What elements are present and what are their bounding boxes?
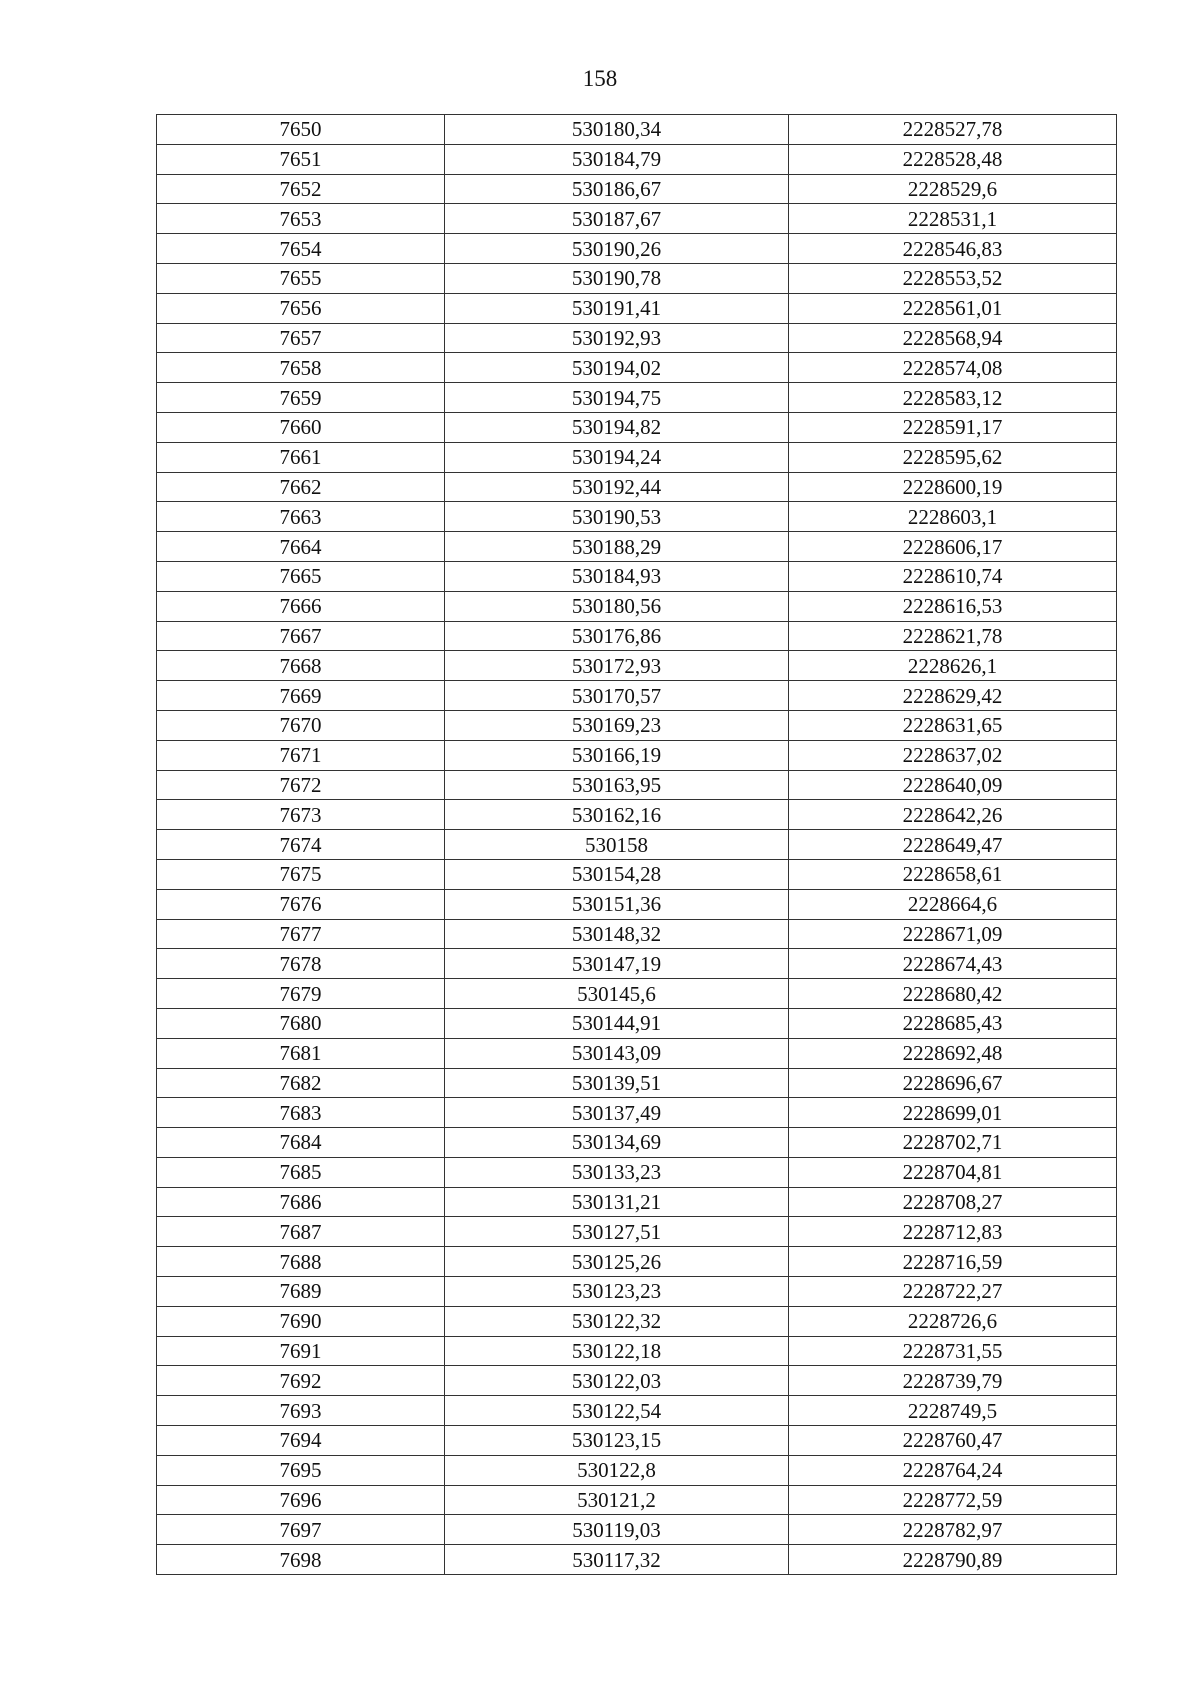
y-coordinate-cell: 2228739,79 bbox=[789, 1366, 1117, 1396]
table-row bbox=[157, 591, 1117, 621]
x-coordinate-cell: 530194,24 bbox=[445, 442, 789, 472]
x-coordinate-cell: 530123,23 bbox=[445, 1277, 789, 1307]
table-row bbox=[157, 979, 1117, 1009]
x-coordinate-cell: 530190,78 bbox=[445, 263, 789, 293]
x-coordinate-cell: 530172,93 bbox=[445, 651, 789, 681]
y-coordinate-cell: 2228782,97 bbox=[789, 1515, 1117, 1545]
coordinates-table bbox=[156, 114, 1117, 1575]
table-row bbox=[157, 293, 1117, 323]
x-coordinate-cell: 530125,26 bbox=[445, 1247, 789, 1277]
y-coordinate-cell: 2228708,27 bbox=[789, 1187, 1117, 1217]
point-number-cell: 7698 bbox=[157, 1545, 445, 1575]
x-coordinate-cell: 530154,28 bbox=[445, 859, 789, 889]
table-row bbox=[157, 383, 1117, 413]
x-coordinate-cell: 530190,26 bbox=[445, 234, 789, 264]
table-row bbox=[157, 859, 1117, 889]
x-coordinate-cell: 530191,41 bbox=[445, 293, 789, 323]
point-number-cell: 7681 bbox=[157, 1038, 445, 1068]
table-row bbox=[157, 323, 1117, 353]
x-coordinate-cell: 530148,32 bbox=[445, 919, 789, 949]
point-number-cell: 7692 bbox=[157, 1366, 445, 1396]
table-row bbox=[157, 1306, 1117, 1336]
x-coordinate-cell: 530192,44 bbox=[445, 472, 789, 502]
x-coordinate-cell: 530169,23 bbox=[445, 710, 789, 740]
y-coordinate-cell: 2228591,17 bbox=[789, 412, 1117, 442]
coordinates-table-body bbox=[157, 115, 1117, 1575]
point-number-cell: 7662 bbox=[157, 472, 445, 502]
y-coordinate-cell: 2228568,94 bbox=[789, 323, 1117, 353]
y-coordinate-cell: 2228528,48 bbox=[789, 144, 1117, 174]
table-row bbox=[157, 1277, 1117, 1307]
table-row bbox=[157, 1187, 1117, 1217]
point-number-cell: 7652 bbox=[157, 174, 445, 204]
x-coordinate-cell: 530188,29 bbox=[445, 532, 789, 562]
x-coordinate-cell: 530139,51 bbox=[445, 1068, 789, 1098]
x-coordinate-cell: 530122,54 bbox=[445, 1396, 789, 1426]
y-coordinate-cell: 2228680,42 bbox=[789, 979, 1117, 1009]
y-coordinate-cell: 2228610,74 bbox=[789, 561, 1117, 591]
y-coordinate-cell: 2228696,67 bbox=[789, 1068, 1117, 1098]
table-row bbox=[157, 1098, 1117, 1128]
table-row bbox=[157, 1008, 1117, 1038]
x-coordinate-cell: 530163,95 bbox=[445, 770, 789, 800]
y-coordinate-cell: 2228574,08 bbox=[789, 353, 1117, 383]
x-coordinate-cell: 530122,32 bbox=[445, 1306, 789, 1336]
table-row bbox=[157, 710, 1117, 740]
point-number-cell: 7683 bbox=[157, 1098, 445, 1128]
x-coordinate-cell: 530194,02 bbox=[445, 353, 789, 383]
point-number-cell: 7658 bbox=[157, 353, 445, 383]
x-coordinate-cell: 530186,67 bbox=[445, 174, 789, 204]
y-coordinate-cell: 2228760,47 bbox=[789, 1426, 1117, 1456]
x-coordinate-cell: 530131,21 bbox=[445, 1187, 789, 1217]
table-row bbox=[157, 204, 1117, 234]
y-coordinate-cell: 2228764,24 bbox=[789, 1455, 1117, 1485]
x-coordinate-cell: 530123,15 bbox=[445, 1426, 789, 1456]
y-coordinate-cell: 2228685,43 bbox=[789, 1008, 1117, 1038]
point-number-cell: 7694 bbox=[157, 1426, 445, 1456]
y-coordinate-cell: 2228664,6 bbox=[789, 889, 1117, 919]
y-coordinate-cell: 2228699,01 bbox=[789, 1098, 1117, 1128]
x-coordinate-cell: 530144,91 bbox=[445, 1008, 789, 1038]
table-row bbox=[157, 1336, 1117, 1366]
table-row bbox=[157, 1545, 1117, 1575]
y-coordinate-cell: 2228640,09 bbox=[789, 770, 1117, 800]
y-coordinate-cell: 2228637,02 bbox=[789, 740, 1117, 770]
y-coordinate-cell: 2228626,1 bbox=[789, 651, 1117, 681]
x-coordinate-cell: 530170,57 bbox=[445, 681, 789, 711]
y-coordinate-cell: 2228631,65 bbox=[789, 710, 1117, 740]
y-coordinate-cell: 2228671,09 bbox=[789, 919, 1117, 949]
y-coordinate-cell: 2228790,89 bbox=[789, 1545, 1117, 1575]
x-coordinate-cell: 530137,49 bbox=[445, 1098, 789, 1128]
table-row bbox=[157, 1366, 1117, 1396]
table-row bbox=[157, 472, 1117, 502]
x-coordinate-cell: 530145,6 bbox=[445, 979, 789, 1009]
table-row bbox=[157, 1157, 1117, 1187]
point-number-cell: 7671 bbox=[157, 740, 445, 770]
table-row bbox=[157, 1068, 1117, 1098]
point-number-cell: 7689 bbox=[157, 1277, 445, 1307]
y-coordinate-cell: 2228616,53 bbox=[789, 591, 1117, 621]
y-coordinate-cell: 2228692,48 bbox=[789, 1038, 1117, 1068]
y-coordinate-cell: 2228716,59 bbox=[789, 1247, 1117, 1277]
table-row bbox=[157, 1038, 1117, 1068]
table-row bbox=[157, 1217, 1117, 1247]
point-number-cell: 7656 bbox=[157, 293, 445, 323]
y-coordinate-cell: 2228603,1 bbox=[789, 502, 1117, 532]
point-number-cell: 7680 bbox=[157, 1008, 445, 1038]
y-coordinate-cell: 2228674,43 bbox=[789, 949, 1117, 979]
x-coordinate-cell: 530151,36 bbox=[445, 889, 789, 919]
point-number-cell: 7690 bbox=[157, 1306, 445, 1336]
x-coordinate-cell: 530184,79 bbox=[445, 144, 789, 174]
table-row bbox=[157, 353, 1117, 383]
point-number-cell: 7666 bbox=[157, 591, 445, 621]
point-number-cell: 7677 bbox=[157, 919, 445, 949]
point-number-cell: 7659 bbox=[157, 383, 445, 413]
table-row bbox=[157, 949, 1117, 979]
table-row bbox=[157, 681, 1117, 711]
x-coordinate-cell: 530122,18 bbox=[445, 1336, 789, 1366]
x-coordinate-cell: 530121,2 bbox=[445, 1485, 789, 1515]
x-coordinate-cell: 530143,09 bbox=[445, 1038, 789, 1068]
table-row bbox=[157, 1128, 1117, 1158]
point-number-cell: 7655 bbox=[157, 263, 445, 293]
y-coordinate-cell: 2228749,5 bbox=[789, 1396, 1117, 1426]
y-coordinate-cell: 2228726,6 bbox=[789, 1306, 1117, 1336]
point-number-cell: 7670 bbox=[157, 710, 445, 740]
x-coordinate-cell: 530117,32 bbox=[445, 1545, 789, 1575]
point-number-cell: 7684 bbox=[157, 1128, 445, 1158]
x-coordinate-cell: 530180,56 bbox=[445, 591, 789, 621]
y-coordinate-cell: 2228583,12 bbox=[789, 383, 1117, 413]
y-coordinate-cell: 2228731,55 bbox=[789, 1336, 1117, 1366]
y-coordinate-cell: 2228546,83 bbox=[789, 234, 1117, 264]
point-number-cell: 7661 bbox=[157, 442, 445, 472]
point-number-cell: 7672 bbox=[157, 770, 445, 800]
point-number-cell: 7685 bbox=[157, 1157, 445, 1187]
point-number-cell: 7668 bbox=[157, 651, 445, 681]
point-number-cell: 7691 bbox=[157, 1336, 445, 1366]
x-coordinate-cell: 530119,03 bbox=[445, 1515, 789, 1545]
point-number-cell: 7686 bbox=[157, 1187, 445, 1217]
point-number-cell: 7675 bbox=[157, 859, 445, 889]
table-row bbox=[157, 651, 1117, 681]
point-number-cell: 7697 bbox=[157, 1515, 445, 1545]
x-coordinate-cell: 530184,93 bbox=[445, 561, 789, 591]
table-row bbox=[157, 1515, 1117, 1545]
x-coordinate-cell: 530192,93 bbox=[445, 323, 789, 353]
point-number-cell: 7676 bbox=[157, 889, 445, 919]
table-row bbox=[157, 174, 1117, 204]
point-number-cell: 7663 bbox=[157, 502, 445, 532]
x-coordinate-cell: 530133,23 bbox=[445, 1157, 789, 1187]
x-coordinate-cell: 530162,16 bbox=[445, 800, 789, 830]
y-coordinate-cell: 2228704,81 bbox=[789, 1157, 1117, 1187]
y-coordinate-cell: 2228606,17 bbox=[789, 532, 1117, 562]
page-number: 158 bbox=[582, 66, 618, 91]
x-coordinate-cell: 530180,34 bbox=[445, 115, 789, 145]
x-coordinate-cell: 530122,03 bbox=[445, 1366, 789, 1396]
point-number-cell: 7695 bbox=[157, 1455, 445, 1485]
point-number-cell: 7673 bbox=[157, 800, 445, 830]
y-coordinate-cell: 2228702,71 bbox=[789, 1128, 1117, 1158]
table-row bbox=[157, 889, 1117, 919]
x-coordinate-cell: 530176,86 bbox=[445, 621, 789, 651]
y-coordinate-cell: 2228561,01 bbox=[789, 293, 1117, 323]
point-number-cell: 7687 bbox=[157, 1217, 445, 1247]
table-row bbox=[157, 144, 1117, 174]
table-row bbox=[157, 1426, 1117, 1456]
point-number-cell: 7674 bbox=[157, 830, 445, 860]
y-coordinate-cell: 2228600,19 bbox=[789, 472, 1117, 502]
y-coordinate-cell: 2228531,1 bbox=[789, 204, 1117, 234]
x-coordinate-cell: 530158 bbox=[445, 830, 789, 860]
point-number-cell: 7651 bbox=[157, 144, 445, 174]
table-row bbox=[157, 1485, 1117, 1515]
point-number-cell: 7678 bbox=[157, 949, 445, 979]
x-coordinate-cell: 530190,53 bbox=[445, 502, 789, 532]
point-number-cell: 7660 bbox=[157, 412, 445, 442]
y-coordinate-cell: 2228649,47 bbox=[789, 830, 1117, 860]
point-number-cell: 7688 bbox=[157, 1247, 445, 1277]
y-coordinate-cell: 2228527,78 bbox=[789, 115, 1117, 145]
table-row bbox=[157, 561, 1117, 591]
x-coordinate-cell: 530194,82 bbox=[445, 412, 789, 442]
y-coordinate-cell: 2228722,27 bbox=[789, 1277, 1117, 1307]
point-number-cell: 7682 bbox=[157, 1068, 445, 1098]
table-row bbox=[157, 621, 1117, 651]
x-coordinate-cell: 530194,75 bbox=[445, 383, 789, 413]
table-row bbox=[157, 800, 1117, 830]
x-coordinate-cell: 530147,19 bbox=[445, 949, 789, 979]
point-number-cell: 7664 bbox=[157, 532, 445, 562]
y-coordinate-cell: 2228529,6 bbox=[789, 174, 1117, 204]
table-row bbox=[157, 234, 1117, 264]
y-coordinate-cell: 2228553,52 bbox=[789, 263, 1117, 293]
point-number-cell: 7696 bbox=[157, 1485, 445, 1515]
table-row bbox=[157, 532, 1117, 562]
y-coordinate-cell: 2228642,26 bbox=[789, 800, 1117, 830]
point-number-cell: 7650 bbox=[157, 115, 445, 145]
y-coordinate-cell: 2228621,78 bbox=[789, 621, 1117, 651]
table-row bbox=[157, 115, 1117, 145]
point-number-cell: 7693 bbox=[157, 1396, 445, 1426]
point-number-cell: 7653 bbox=[157, 204, 445, 234]
y-coordinate-cell: 2228712,83 bbox=[789, 1217, 1117, 1247]
table-row bbox=[157, 770, 1117, 800]
table-row bbox=[157, 1455, 1117, 1485]
table-row bbox=[157, 830, 1117, 860]
table-row bbox=[157, 740, 1117, 770]
point-number-cell: 7665 bbox=[157, 561, 445, 591]
table-row bbox=[157, 263, 1117, 293]
y-coordinate-cell: 2228658,61 bbox=[789, 859, 1117, 889]
point-number-cell: 7667 bbox=[157, 621, 445, 651]
y-coordinate-cell: 2228595,62 bbox=[789, 442, 1117, 472]
table-row bbox=[157, 1396, 1117, 1426]
x-coordinate-cell: 530187,67 bbox=[445, 204, 789, 234]
point-number-cell: 7657 bbox=[157, 323, 445, 353]
point-number-cell: 7679 bbox=[157, 979, 445, 1009]
x-coordinate-cell: 530122,8 bbox=[445, 1455, 789, 1485]
table-row bbox=[157, 502, 1117, 532]
table-row bbox=[157, 1247, 1117, 1277]
table-row bbox=[157, 442, 1117, 472]
x-coordinate-cell: 530127,51 bbox=[445, 1217, 789, 1247]
y-coordinate-cell: 2228629,42 bbox=[789, 681, 1117, 711]
table-row bbox=[157, 412, 1117, 442]
y-coordinate-cell: 2228772,59 bbox=[789, 1485, 1117, 1515]
x-coordinate-cell: 530134,69 bbox=[445, 1128, 789, 1158]
point-number-cell: 7669 bbox=[157, 681, 445, 711]
point-number-cell: 7654 bbox=[157, 234, 445, 264]
table-row bbox=[157, 919, 1117, 949]
x-coordinate-cell: 530166,19 bbox=[445, 740, 789, 770]
